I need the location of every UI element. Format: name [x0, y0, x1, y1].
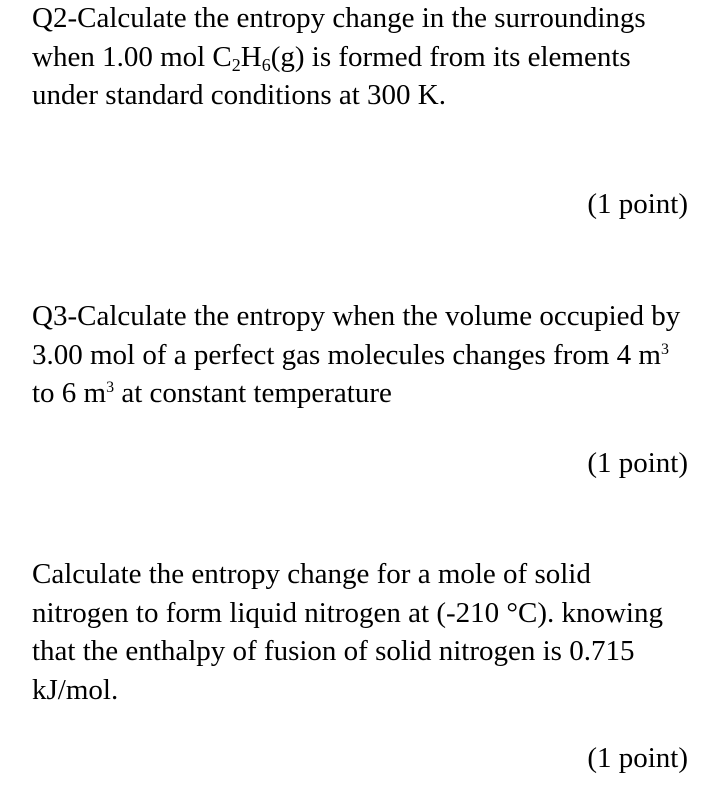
question-2-text-part3: (g) is formed from its elements under standard conditions at 300 K. — [32, 40, 631, 111]
question-3-superscript-1: 3 — [660, 340, 669, 358]
question-3-superscript-2: 3 — [106, 379, 115, 397]
question-2-subscript-carbon: 2 — [231, 55, 241, 76]
question-4-text-part1: Calculate the entropy change for a mole of solid nitrogen to form liquid nitrogen at (-210 °C). knowing that the enthalpy of fusion of solid nitrogen is 0.715 kJ/mol. — [32, 558, 663, 706]
question-2-text — [32, 0, 692, 115]
question-2-text-part1: Q2-Calculate the entropy change in the surroundings when 1.00 mol C — [32, 2, 646, 73]
question-3-text-part3: at constant temperature — [114, 377, 392, 409]
question-2-text-part2: H — [240, 40, 262, 73]
question-4-points: (1 point) — [587, 742, 688, 774]
question-2-points: (1 point) — [587, 188, 688, 220]
question-3-text-part1: Q3-Calculate the entropy when the volume occupied by 3.00 mol of a perfect gas molecules changes from 4 m — [32, 300, 681, 371]
question-2-subscript-hydrogen: 6 — [261, 55, 271, 76]
question-3-text — [32, 297, 692, 413]
question-4-text — [32, 555, 692, 709]
question-3-points: (1 point) — [587, 447, 688, 479]
question-3-text-part2: to 6 m — [32, 377, 107, 409]
